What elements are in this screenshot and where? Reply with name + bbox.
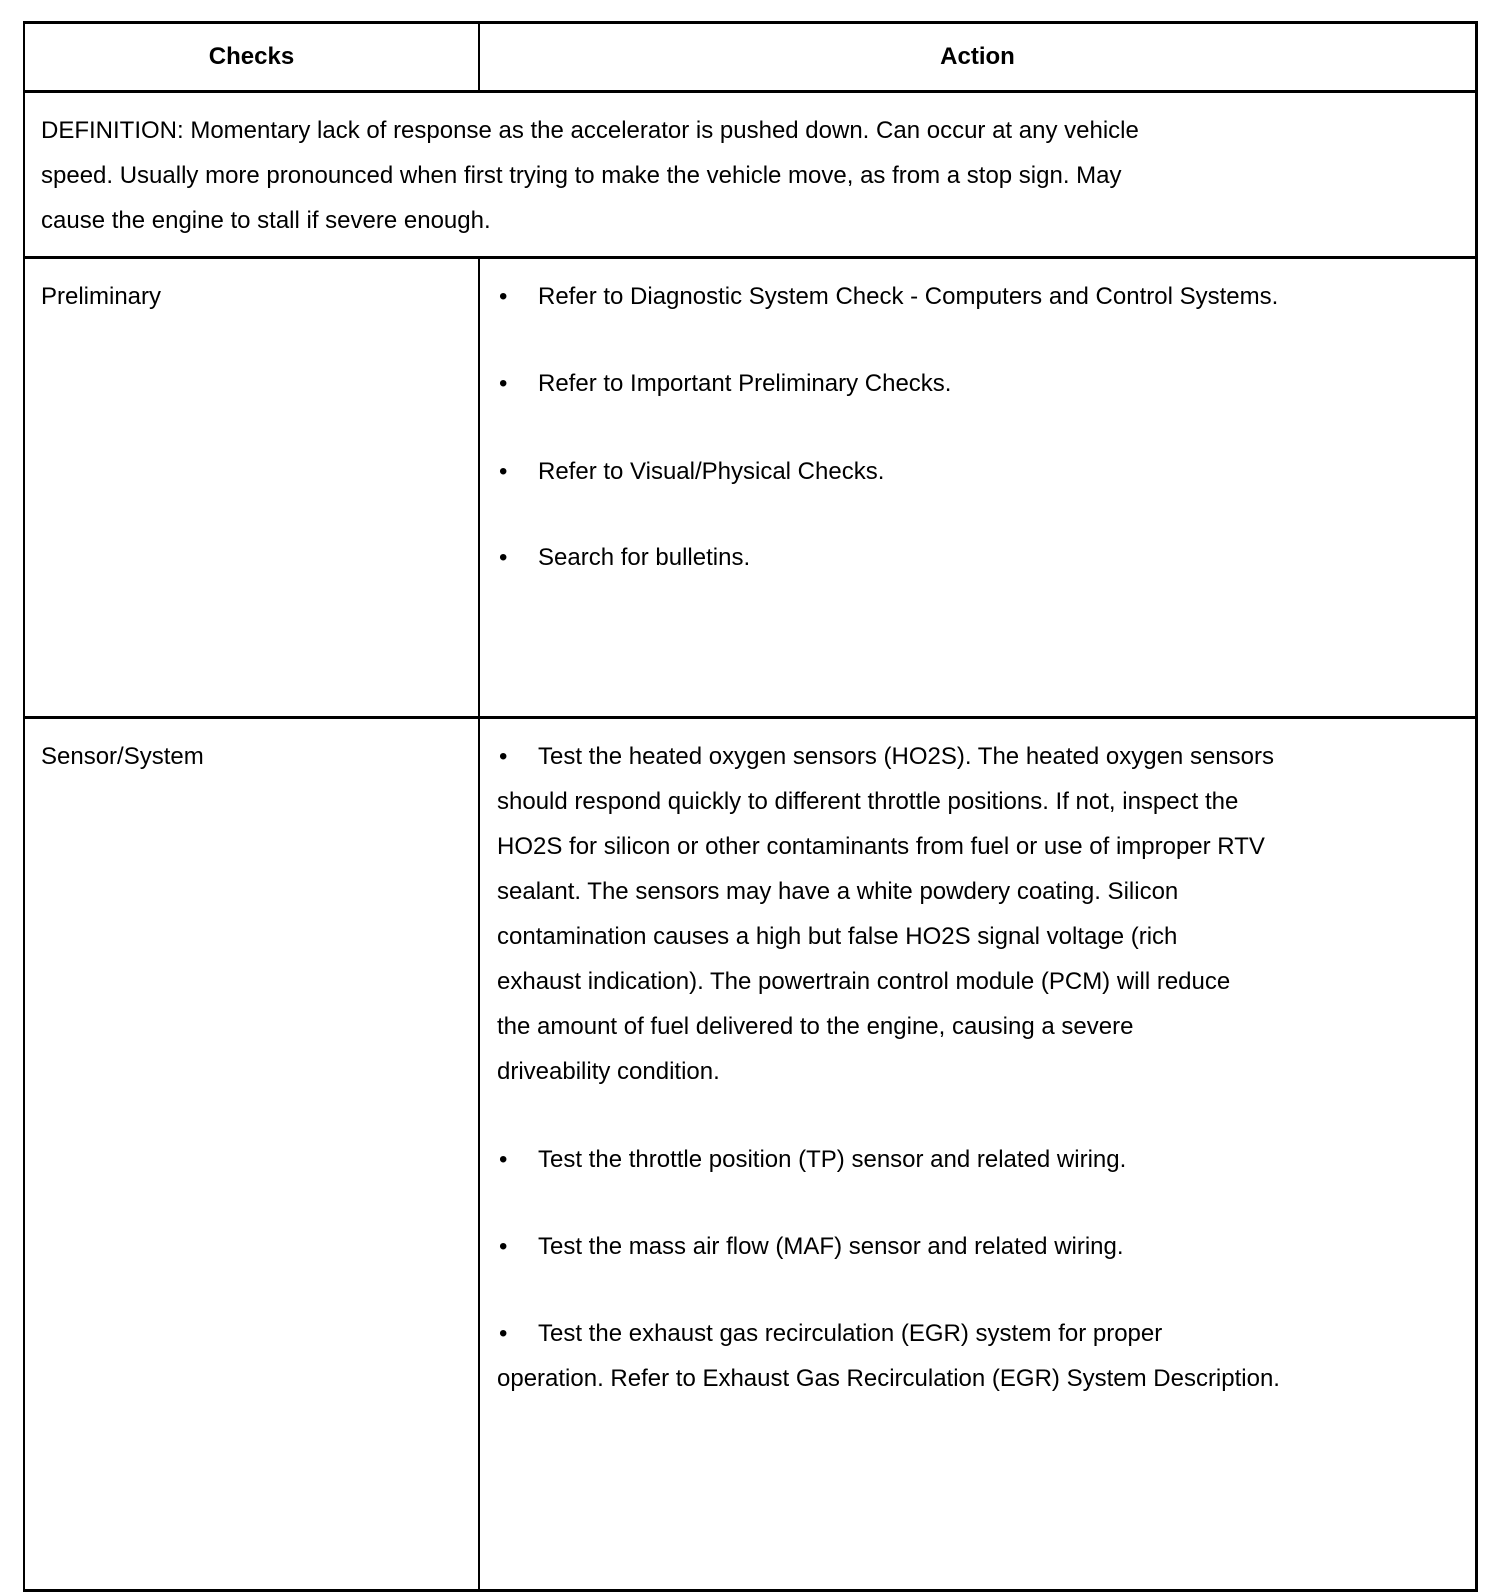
check-preliminary: Preliminary <box>41 283 162 310</box>
bullet-icon: • <box>499 283 508 310</box>
bullet-icon: • <box>499 743 508 770</box>
bullet-icon: • <box>499 370 508 397</box>
action-item: Refer to Visual/Physical Checks. <box>538 458 885 485</box>
action-item-ho2s: Test the heated oxygen sensors (HO2S). The heated oxygen sensors <box>538 743 1274 770</box>
definition-divider <box>23 256 1478 259</box>
bullet-icon: • <box>499 544 508 571</box>
action-item-maf: Test the mass air flow (MAF) sensor and related wiring. <box>538 1233 1124 1260</box>
header-checks: Checks <box>208 43 295 70</box>
action-item: Refer to Diagnostic System Check - Computers and Control Systems. <box>538 283 1279 310</box>
bullet-icon: • <box>499 1233 508 1260</box>
table-border-left <box>23 21 25 1592</box>
table-border-top <box>23 21 1478 24</box>
action-item-tp: Test the throttle position (TP) sensor and related wiring. <box>538 1146 1127 1173</box>
action-item: Search for bulletins. <box>538 544 751 571</box>
header-divider <box>23 90 1478 93</box>
column-divider-body <box>478 256 480 1592</box>
bullet-icon: • <box>499 458 508 485</box>
table-border-bottom <box>23 1589 1478 1592</box>
bullet-icon: • <box>499 1146 508 1173</box>
bullet-icon: • <box>499 1320 508 1347</box>
action-item: Refer to Important Preliminary Checks. <box>538 370 952 397</box>
check-sensor-system: Sensor/System <box>41 743 204 770</box>
table-border-right <box>1475 21 1478 1592</box>
row-divider <box>23 716 1478 719</box>
header-action: Action <box>940 43 1015 70</box>
action-item-egr: Test the exhaust gas recirculation (EGR) system for proper <box>538 1320 1163 1347</box>
